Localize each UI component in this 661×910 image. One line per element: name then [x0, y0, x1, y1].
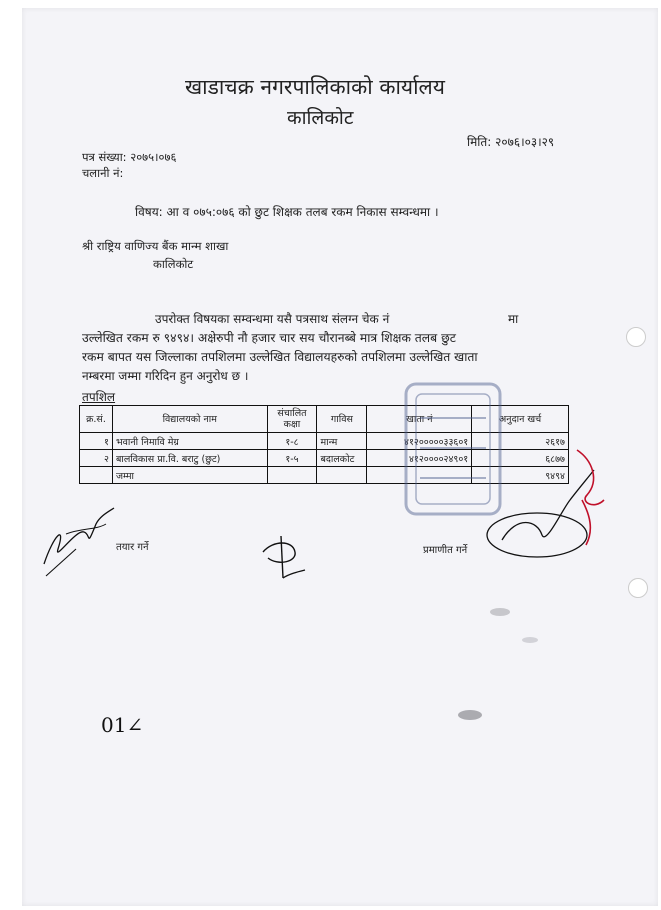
cell-total-value: ९४९४	[472, 467, 569, 484]
scan-smudge	[440, 600, 560, 730]
header-grade-line-1: संचालित	[277, 408, 307, 419]
letter-number-label: पत्र संख्या:	[82, 150, 127, 164]
cell-vdc: मान्म	[317, 433, 367, 450]
header-account: खाता नं	[367, 406, 472, 433]
cell-sn: १	[80, 433, 113, 450]
prepared-by-label: तयार गर्ने	[116, 542, 149, 553]
certified-by-label: प्रमाणीत गर्ने	[423, 545, 468, 556]
body-line-2: उल्लेखित रकम रु ९४९४। अक्षेरुपी नौ हजार चार सय चौरानब्बे मात्र शिक्षक तलब छुट	[82, 331, 456, 345]
header-vdc: गाविस	[317, 406, 367, 433]
certifier-signature	[482, 440, 612, 565]
cell-total-label: जम्मा	[112, 467, 267, 484]
cell-grade: १-५	[267, 450, 317, 467]
cell-account: ४१२०००००३३६०१	[367, 433, 472, 450]
verifier-signature	[253, 530, 313, 590]
punch-hole-bottom	[628, 578, 648, 598]
letter-number	[82, 150, 176, 165]
body-line-3: रकम बापत यस जिल्लाका तपशिलमा उल्लेखित विद्यालयहरुको तपशिलमा उल्लेखित खाता	[82, 350, 478, 364]
body-line-1: उपरोक्त विषयका सम्वन्धमा यसै पत्रसाथ संलग्न चेक नं	[155, 312, 390, 326]
subject-line: विषय: आ व ०७५:०७६ को छुट शिक्षक तलब रकम निकास सम्वन्धमा ।	[135, 205, 439, 219]
cell-empty	[267, 467, 317, 484]
date-value: २०७६।०३।२९	[495, 135, 555, 149]
header-grade	[267, 406, 317, 433]
handwritten-mark: 01∠	[101, 713, 144, 737]
cell-account: ४१२००००२४९०१	[367, 450, 472, 467]
letter-number-value: २०७५।०७६	[130, 150, 177, 164]
cell-grant: २६१७	[472, 433, 569, 450]
cell-grant: ६८७७	[472, 450, 569, 467]
cell-vdc: बदालकोट	[317, 450, 367, 467]
cell-school: बालविकास प्रा.वि. बराटु (छुट)	[112, 450, 267, 467]
recipient-line-1: श्री राष्ट्रिय वाणिज्य बैंक मान्म शाखा	[82, 239, 229, 253]
cell-empty	[317, 467, 367, 484]
cell-school: भवानी निमावि मेग्र	[112, 433, 267, 450]
cell-empty	[80, 467, 113, 484]
cell-grade: १-८	[267, 433, 317, 450]
date-line	[467, 133, 554, 150]
table-caption: तपशिल	[82, 390, 116, 404]
date-label: मिति:	[467, 135, 492, 149]
preparer-signature	[36, 494, 126, 584]
punch-hole-top	[626, 327, 646, 347]
recipient-line-2: कालिकोट	[153, 257, 194, 271]
office-location: कालिकोट	[287, 107, 354, 129]
header-school: विद्यालयको नाम	[112, 406, 267, 433]
header-grade-line-2: कक्षा	[283, 419, 301, 430]
body-line-4: नम्बरमा जम्मा गरिदिन हुन अनुरोध छ ।	[82, 369, 249, 383]
body-line-1-end: मा	[508, 312, 519, 326]
cell-sn: २	[80, 450, 113, 467]
header-grant: अनुदान खर्च	[472, 406, 569, 433]
dispatch-number-label: चलानी नं:	[82, 166, 124, 180]
header-sn: क्र.सं.	[80, 406, 113, 433]
office-name: खाडाचक्र नगरपालिकाको कार्यालय	[185, 75, 445, 99]
